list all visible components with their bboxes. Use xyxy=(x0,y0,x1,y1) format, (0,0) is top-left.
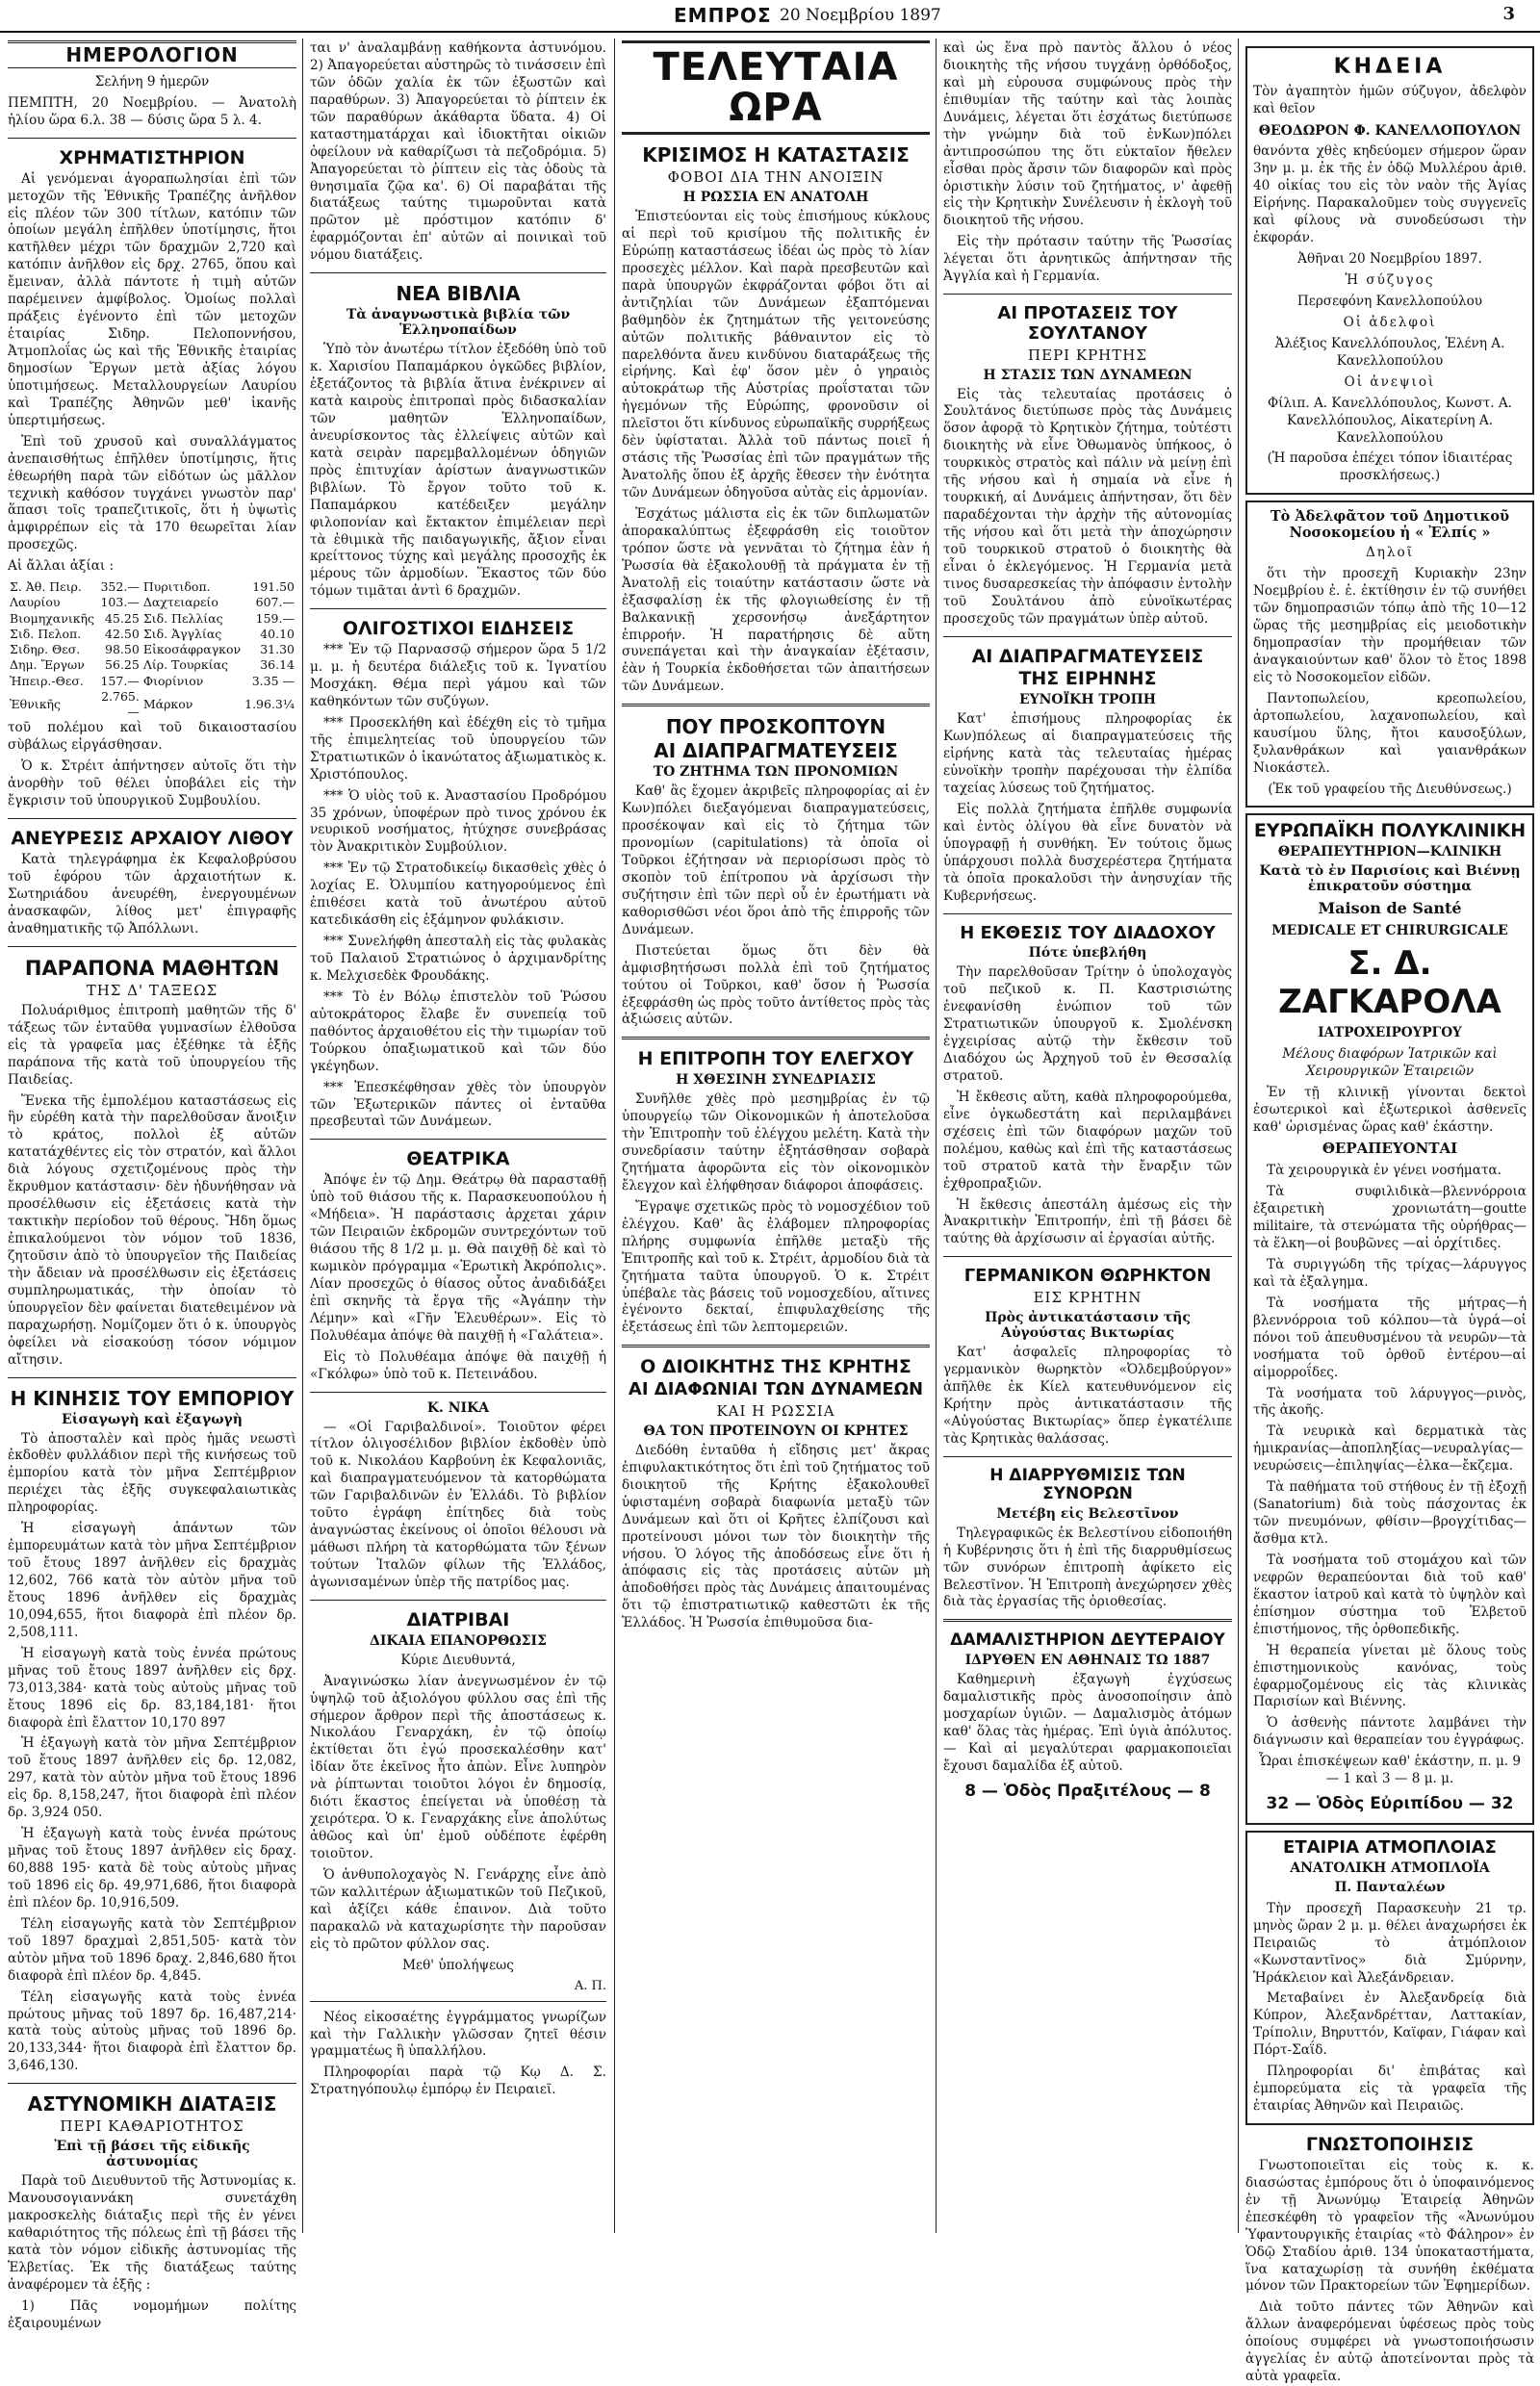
negotiations-title: ΠΟΥ ΠΡΟΣΚΟΠΤΟΥΝ xyxy=(665,715,886,739)
hospital-paragraph: ὅτι τὴν προσεχῆ Κυριακὴν 23ην Νοεμβρίου ἐ. ἐ. ἐκτίθησιν ἐν τῷ συνήθει τῶν δημοπρασιῶν τόπῳ ἀπὸ τῆς 10—12 ὥρας τῆς μεσημβρίας εἰς μειοδοτικὴν δημοπρασίαν τὴν προμήθειαν τῶν ἀναγκαιούντων καθ' ὅλον τὸ ἔτος 1898 εἰς τὸ Νοσοκομεῖον εἰδῶν. xyxy=(1253,566,1527,685)
exchange-intro: Αἱ ἄλλαι ἀξίαι : xyxy=(8,558,115,575)
column-4 xyxy=(943,40,1232,2230)
stock-row xyxy=(8,611,296,627)
crete-subtitle-2: ΚΑΙ Η ΡΩΣΣΙΑ xyxy=(716,1401,835,1420)
funeral-wife: Περσεφόνη Κανελλοπούλου xyxy=(1296,293,1483,309)
divider xyxy=(8,138,296,139)
clinic-treat-item: Τὰ συφιλιδικὰ—βλεννόρροια ἐξαιρετικὴ χρονιωτάτη—goutte militaire, τὰ στενώματα τῆς οὐρήθρας—τὰ ἕλκη—οἱ βουβῶνες —αἱ ὀρχίτιδες. xyxy=(1253,1184,1527,1252)
brief-news-item: *** Τὸ ἐν Βόλῳ ἐπιστελὸν τοῦ Ῥώσου αὐτοκράτορος ἔλαβε ἕν συνεπείᾳ τοῦ παθόντος ἀρχαιοθέτου εἰς τὴν τιμωρίαν τοῦ Τούρκου ὀπαξιωματικοῦ καὶ τῶν δύο γκέγηδων. xyxy=(310,988,606,1074)
sultan-title: ΑΙ ΠΡΟΤΑΣΕΙΣ ΤΟΥ ΣΟΥΛΤΑΝΟΥ xyxy=(997,303,1178,344)
stock-value: 3.35 — xyxy=(251,673,295,688)
column-rule xyxy=(302,38,303,2233)
report-paragraph: Τὴν παρελθοῦσαν Τρίτην ὁ ὑπολοχαγὸς τοῦ πεζικοῦ κ. Π. Καστρισιώτης ἐνεφανίσθη ἐνώπιον τοῦ τῶν Στρατιωτικῶν ὑπουργοῦ κ. Σμολένσκη ἐγχειρίσας αὐτῷ τὴν ἔκθεσιν τοῦ Διαδόχου ὡς Ἀρχηγοῦ τοῦ ἐν Θεσσαλίᾳ στρατοῦ. xyxy=(943,964,1232,1084)
clinic-treat-item: Τὰ παθήματα τοῦ στήθους ἐν τῇ ἐξοχῇ (Sanatorium) διὰ τοὺς πάσχοντας ἐκ τῶν πνευμόνων, φθίσιν—βρογχίτιδας—ἄσθμα κτλ. xyxy=(1253,1479,1527,1548)
clinic-address: 32 — Ὁδὸς Εὐριπίδου — 32 xyxy=(1266,1794,1514,1814)
trade-title: Η ΚΙΝΗΣΙΣ ΤΟΥ ΕΜΠΟΡΙΟΥ xyxy=(10,1386,295,1410)
divider xyxy=(622,1037,930,1039)
diatribe-signature: Α. Π. xyxy=(574,1978,606,1993)
stock-value: 45.25 xyxy=(105,610,140,626)
stock-value: 157.— xyxy=(100,673,140,688)
diatribe-paragraph: Ὁ ἀνθυπολοχαγὸς Ν. Γενάρχης εἶνε ἀπὸ τῶν καλλιτέρων ἀξιωματικῶν τοῦ Πεζικοῦ, καὶ ἀξίζει κάθε ἐπαινον. Διὰ τοῦτο παρακαλῶ νὰ καταχωρίσητε τὴν παροῦσαν εἰς τὸ πρῶτον φύλλον σας. xyxy=(310,1866,606,1952)
brief-news-list xyxy=(310,642,606,1131)
crisis-paragraph: Ἐπιστεύονται εἰς τοὺς ἐπισήμους κύκλους αἱ περὶ τοῦ κρισίμου τῆς πολιτικῆς ἐν Εὐρώπῃ καταστάσεως ἰδέαι ὡς πρὸς τὸ λίαν προσεχὲς μέλλον. Καὶ παρὰ πρεσβευτῶν καὶ παρὰ ὑπουργῶν ἐκφράζονται φόβοι ὅτι αἱ ἀντιζηλίαι τῶν Δυνάμεων ἐξαπτόμεναι βαθμηδὸν ἐκ ζητημάτων τῆς γειτονεύσης αὐτῶν πολιτικῆς βάθναιντον εἰς τὸ παρελθόντα ἄνευ κινδύνου διαταράξεως τῆς εἰρήνης. Καὶ ἐφ' ὅσον μὲν ὁ γηραιὸς αὐτοκράτωρ τῆς Αὐστρίας προΐσταται τῶν ἡγεμόνων τῆς Εὐρώπης, φρονοῦσιν οἱ πλεῖστοι ὅτι κίνδυνος εὐρωπαϊκῆς συρρήξεως δὲν ὑφίσταται. Ἀλλὰ τοῦ πάντως ποιεῖ ἡ στάσις τῆς Ῥωσσίας ἐπὶ τῶν πραγμάτων τῆς Ἀνατολῆς ὅπου ἐξ ἀρχῆς ἔθεσεν τὴν ἐνότητα τῶν Δυνάμεων ὁδηγοῦσα αὐτὰς εἰς ἀρμονίαν. xyxy=(622,209,930,500)
funeral-brothers-label: Οἱ ἀδελφοὶ xyxy=(1343,314,1437,330)
divider xyxy=(310,272,606,273)
vaccine-paragraph: Καθημερινὴ ἐξαγωγὴ ἐγχύσεως δαμαλιστικῆς πρὸς ἀνοσοποίησιν ἀπὸ μοσχαρίων ὑγιῶν. — Δαμαλισμὸς ἀτόμων καθ' ὅλας τὰς ἡμέρας. Ἐπὶ ὑγιὰ ἀπόλυτος. — Καὶ αἱ μεγαλύτεραι φαρμακοποιεῖαι ἔχουσι δαμαλίδα ἐξ αὐτοῦ. xyxy=(943,1671,1232,1774)
notices-title: ΓΝΩΣΤΟΠΟΙΗΣΙΣ xyxy=(1305,2134,1475,2156)
calendar-title: ΗΜΕΡΟΛΟΓΙΟΝ xyxy=(8,40,296,68)
stock-row xyxy=(8,579,296,595)
stock-name: Σιδ. Πελοπ. xyxy=(10,626,82,641)
students-paragraph: Πολυάριθμος ἐπιτροπὴ μαθητῶν τῆς δ' τάξεως τῶν ἐνταῦθα γυμνασίων ἐλθοῦσα εἰς τὰ γραφεῖα μας ἐξέθηκε τὰ ἑξῆς παράπονα τῆς κατὰ τοῦ ὑπουργείου τῆς Παιδείας. xyxy=(8,1002,296,1088)
funeral-title: ΚΗΔΕΙΑ xyxy=(1333,55,1447,79)
notices-paragraph: Γνωστοποιεῖται εἰς τοὺς κ. κ. διασώστας ἐμπόρους ὅτι ὁ ὑποφαινόμενος ἐν τῇ Ἀνωνύμῳ Ἑταιρείᾳ Ἀθηνῶν ἐπεσκέφθη τὸ γραφεῖον τῆς «Ἀνωνύμου Ὑφαντουργικῆς ἑταιρίας «τὸ Φάληρον» ἐν Ὁδῷ Σταδίου ἀριθ. 134 ὑποκαταστήματα, ἵνα καταχωρίσῃ τὰ συνήθη ἐκθέματα μόνον τῶν Πρακτορείων τῶν Ἐφημερίδων. xyxy=(1245,2157,1534,2295)
stock-name: Σιδ. Πελλίας xyxy=(142,610,223,626)
brief-news-item: *** Ὁ υἱὸς τοῦ κ. Ἀναστασίου Προδρόμου 35 χρόνων, ὑποφέρων πρὸ τινος χρόνου ἐκ νευρικοῦ νοσήματος, ἠτύχησε συνεβράσας τὸν Ἀνακριτικὸν Συμβούλιον. xyxy=(310,787,606,856)
police-paragraph: Παρὰ τοῦ Διευθυντοῦ τῆς Ἀστυνομίας κ. Μανουσογιαννάκη συνετάχθη μακροσκελὴς διάταξις περὶ τῆς ἐν γένει καθαριότητος τῆς πόλεως ἐπὶ τῇ βάσει τῆς κατὰ τὸν νόμον εἰδικῆς ἀστυνομίας τῆς Ἑλβετίας. Ἐκ τῆς διατάξεως ταύτης ἀναφέρομεν τὰ ἑξῆς : xyxy=(8,2173,296,2293)
border-subtitle: Μετέβη εἰς Βελεστῖνον xyxy=(996,1505,1179,1522)
stone-title: ΑΝΕΥΡΕΣΙΣ ΑΡΧΑΙΟΥ ΛΙΘΟΥ xyxy=(11,828,294,850)
clinic-treat-item: Τὰ νοσήματα τοῦ στομάχου καὶ τῶν νεφρῶν θεραπεύονται διὰ τοῦ καθ' ἕκαστον ἰατροῦ καὶ κατὰ τὸ ὑψηλὸν καὶ ἐπίσημον σύστημα τοῦ Ἐλβετοῦ ἐπιστήμονος, τῆς ὀρθοπεδικῆς. xyxy=(1253,1552,1527,1637)
stock-name: Εἰκοσάφραγκον xyxy=(142,642,242,657)
border-paragraph: Τηλεγραφικῶς ἐκ Βελεστίνου εἰδοποιήθη ἡ Κυβέρνησις ὅτι ἡ ἐπὶ τῆς διαρρυθμίσεως τῶν συνόρων ἐπιτροπὴ ἀφίκετο εἰς Βελεστῖνον. Ἡ Ἐπιτροπὴ ἀνεχώρησεν χθὲς διὰ τὰς ἐργασίας τῆς ὁριοθεσίας. xyxy=(943,1525,1232,1610)
sultan-subtitle: ΠΕΡΙ ΚΡΗΤΗΣ xyxy=(1028,346,1147,364)
police-paragraph: 1) Πᾶς νομομήμων πολίτης ἐξαιρουμένων xyxy=(8,2297,296,2331)
books-title: ΝΕΑ ΒΙΒΛΙΑ xyxy=(396,282,521,306)
stock-name: Μάρκον xyxy=(142,697,193,712)
column-rule xyxy=(614,38,615,2233)
column-rule xyxy=(936,38,937,2233)
peace-subtitle-2: ΕΥΝΟΪΚΗ ΤΡΟΠΗ xyxy=(1018,692,1157,708)
nika-title: Κ. ΝΙΚΑ xyxy=(426,1399,490,1416)
clinic-treat-item: Τὰ χειρουργικὰ ἐν γένει νοσήματα. xyxy=(1267,1163,1502,1179)
shipping-paragraph: Τὴν προσεχῆ Παρασκευὴν 21 τρ. μηνὸς ὥραν 2 μ. μ. θέλει ἀναχωρήσει ἐκ Πειραιῶς τὸ ἀτμόπλοιον «Κωνσταντῖνος» διὰ Σμύρνην, Ἡράκλειον καὶ Ἀλεξάνδρειαν. xyxy=(1253,1900,1527,1986)
stock-value: 352.— xyxy=(100,579,140,595)
shipping-title: ΕΤΑΙΡΙΑ ΑΤΜΟΠΛΟΙΑΣ xyxy=(1283,1837,1497,1859)
stock-value: 98.50 xyxy=(105,642,140,657)
fleet-subtitle-2: Πρὸς ἀντικατάστασιν τῆς Αὐγούστας Βικτωρίας xyxy=(985,1310,1191,1341)
funeral-name: ΘΕΟΔΩΡΟΝ Φ. ΚΑΝΕΛΛΟΠΟΥΛΟΝ xyxy=(1258,122,1522,139)
divider xyxy=(8,946,296,947)
clinic-treat-item: Ὁ ἀσθενὴς πάντοτε λαμβάνει τὴν διάγνωσιν καὶ θεραπείαν του ἐγγράφως. xyxy=(1253,1715,1527,1749)
clinic-maison: Maison de Santé xyxy=(1318,899,1462,918)
shipping-paragraph: Πληροφορίαι δι' ἐπιβάτας καὶ ἐμπορεύματα εἰς τὰ γραφεῖα τῆς ἑταιρίας Ἀθηνῶν καὶ Πειραιῶς. xyxy=(1253,2064,1527,2115)
clinic-treat-title: ΘΕΡΑΠΕΥΟΝΤΑΙ xyxy=(1322,1140,1458,1158)
clinic-paragraph: Ἐν τῇ κλινικῇ γίνονται δεκτοὶ ἐσωτερικοὶ καὶ ἐξωτερικοὶ ἀσθενεῖς καθ' ὡρισμένας ὥρας καθ' ἑκάστην. xyxy=(1253,1084,1527,1135)
clinic-doctor-title: ΙΑΤΡΟΧΕΙΡΟΥΡΓΟΥ xyxy=(1318,1024,1462,1040)
nika-paragraph: — «Οἱ Γαριβαλδινοί». Τοιοῦτον φέρει τίτλον ὀλιγοσέλιδον βιβλίον ἐκδοθὲν ὑπὸ τοῦ κ. Νικολάου Καρβούνη ἐκ Κεφαλονιᾶς, καὶ διαπραγματευόμενον τὰ κατορθώματα τῶν Γαριβαλδινῶν ἐν Ἑλλάδι. Τὸ βιβλίον τοῦτο ἐγράφη ἐπίτηδες διὰ τοὺς ἀναγνώστας ἐκείνους οἱ ὁποῖοι θέλουσι νὰ μάθωσι πλήρη τὰ κατορθώματα τῶν ξένων τούτων Ἰταλῶν φίλων τῆς Ἑλλάδος, ἀγωνισαμένων ὑπὲρ τῆς πατρίδος μας. xyxy=(310,1419,606,1590)
shipping-ad xyxy=(1245,1831,1534,2125)
crisis-subtitle: ΦΟΒΟΙ ΔΙΑ ΤΗΝ ΑΝΟΙΞΙΝ xyxy=(667,168,885,186)
police-title: ΑΣΤΥΝΟΜΙΚΗ ΔΙΑΤΑΞΙΣ xyxy=(27,2092,277,2117)
divider xyxy=(310,1600,606,1601)
report-title: Η ΕΚΘΕΣΙΣ ΤΟΥ ΔΙΑΔΟΧΟΥ xyxy=(960,922,1216,943)
column-rule xyxy=(1238,38,1239,2233)
negotiations-paragraph: Πιστεύεται ὅμως ὅτι δὲν θὰ ἀμφισβητήσωσι πολλὰ ἐπὶ τοῦ ζητήματος τούτου οἱ Τοῦρκοι, καθ' ὅσον ἡ Ῥωσσία ἐξεφράσθη ὡς πρὸς τοῦτο ἀντίθετος πρὸς τὰς ἀξιώσεις αὐτῶν. xyxy=(622,942,930,1028)
control-paragraph: Συνῆλθε χθὲς πρὸ μεσημβρίας ἐν τῷ ὑπουργείῳ τῶν Οἰκονομικῶν ἡ ἀποτελοῦσα τὴν Ἐπιτροπὴν τοῦ ἐλέγχου μελέτη. Κατὰ τὴν συνεδρίασιν ταύτην ἐξητάσθησαν σοβαρὰ ζητήματα ἀφορῶντα εἰς τὸν οἰκονομικὸν ἔλεγχον καὶ ἐλήφθησαν διάφοροι ἀποφάσεις. xyxy=(622,1091,930,1193)
theater-paragraph: Ἀπόψε ἐν τῷ Δημ. Θεάτρῳ θὰ παρασταθῇ ὑπὸ τοῦ θιάσου τῆς κ. Παρασκευοπούλου ἡ «Μήδεια». Ἡ παράστασις ἀρχεται χάριν τῶν Πειραιῶν ἐκδρομῶν συντρεχόντων τοῦ θιάσου τῆς 8 1/2 μ. μ. Θὰ παιχθῇ δὲ καὶ τὸ κωμικὸν πρόγραμμα «Ἐρωτικὴ Ἀκρόπολις». Λίαν προσεχῶς ὁ θίασος οὗτος ἀναδιδάξει ἐπὶ σκηνῆς τὰ ἔργα τῆς «Ἀγάπην τὴν Λέμην» καὶ «Γῆν Ἐλευθέρων». Εἰς τὸ Πολυθέαμα ἀπόψε θὰ παιχθῇ ἡ «Γαλάτεια». xyxy=(310,1172,606,1344)
brief-news-item: *** Συνελήφθη ἀπεσταλὴ εἰς τὰς φυλακὰς τοῦ Παλαιοῦ Στρατιώνος ὁ ἀρχιμανδρίτης κ. Μελχισεδὲκ Φρουδάκης. xyxy=(310,934,606,984)
fleet-subtitle: ΕΙΣ ΚΡΗΤΗΝ xyxy=(1033,1289,1142,1306)
stock-name: Λαυρίου xyxy=(10,595,61,610)
stock-value: 36.14 xyxy=(260,657,295,673)
crete-continuation: Εἰς τὴν πρότασιν ταύτην τῆς Ῥωσσίας λέγεται ὅτι ἀρνητικῶς ἀπήντησαν τῆς Ἀγγλία καὶ ἡ Γερμανία. xyxy=(943,234,1232,285)
fleet-paragraph: Κατ' ἀσφαλεῖς πληροφορίας τὸ γερμανικὸν θωρηκτὸν «Ὀλδεμβούργον» ἀπῆλθε ἐκ Κίελ κατευθυνόμενον εἰς Κρήτην πρὸς ἀντικατάστασιν τῆς «Αὐγούστας Βικτωρίας» ὅπερ ἐγκατέλιπε τὰς Κρητικὰς θαλάσσας. xyxy=(943,1345,1232,1447)
diatribe-title: ΔΙΑΤΡΙΒΑΙ xyxy=(406,1608,510,1630)
theater-title: ΘΕΑΤΡΙΚΑ xyxy=(406,1148,510,1170)
students-subtitle: ΤΗΣ Δ' ΤΑΞΕΩΣ xyxy=(86,981,218,999)
funeral-wife-label: Ἡ σύζυγος xyxy=(1345,272,1435,288)
clinic-member: Μέλους διαφόρων Ἰατρικῶν καὶ Χειρουργικῶν Ἑταιρειῶν xyxy=(1282,1045,1498,1079)
hospital-title: Τὸ Ἀδελφᾶτον τοῦ Δημοτικοῦ Νοσοκομείου ἡ « Ἐλπίς » xyxy=(1270,508,1510,542)
stone-paragraph: Κατὰ τηλεγράφημα ἐκ Κεφαλοβρύσου τοῦ ἐφόρου τῶν ἀρχαιοτήτων κ. Σωτηριάδου ἀνευρέθη, ἐνεργουμένων ἀνασκαφῶν, λίθος μετ' ἐπιγραφῆς ἀναθηματικῆς τῷ Ἀπόλλωνι. xyxy=(8,852,296,936)
clinic-hours: Ὧραι ἐπισκέψεων καθ' ἑκάστην, π. μ. 9 — 1 καὶ 3 — 8 μ. μ. xyxy=(1258,1754,1522,1787)
divider xyxy=(310,1392,606,1393)
crete-continuation: καὶ ὡς ἕνα πρὸ παντὸς ἄλλου ὁ νέος διοικητὴς τῆς νήσου τυγχάνῃ ὀρθόδοξος, καὶ μὴ εὑρουσα συμφώνους πρὸς τὴν ἐπιθυμίαν τῆς ταύτην καὶ τὰς λοιπὰς Δυνάμεις, λέγεται ὅτι ἐσχάτως διετύπωσε τὴν γνώμην διὰ τοῦ ἐνΚων)πόλει ἀντιπροσώπου της ὅτι εὐκταῖον ἤθελεν εἶσθαι πρὸς ἄρσιν τῶν διαφορῶν καὶ πρὸς ὁριστικὴν λύσιν τοῦ ζητήματος, ν' ἀφεθῇ εἰς τὴν Κρητικὴν Συνέλευσιν ἡ ἐκλογὴ τοῦ διοικητοῦ τῆς νήσου. xyxy=(943,40,1232,229)
stock-value: 191.50 xyxy=(252,579,295,595)
stock-name: Σιδηρ. Θεσ. xyxy=(10,642,81,657)
negotiations-subtitle-2: ΤΟ ΖΗΤΗΜΑ ΤΩΝ ΠΡΟΝΟΜΙΩΝ xyxy=(653,764,899,781)
trade-subtitle: Εἰσαγωγὴ καὶ ἐξαγωγὴ xyxy=(62,1411,243,1427)
stock-row xyxy=(8,642,296,657)
negotiations-subtitle: ΑΙ ΔΙΑΠΡΑΓΜΑΤΕΥΣΕΙΣ xyxy=(654,739,898,763)
control-title: Η ΕΠΙΤΡΟΠΗ ΤΟΥ ΕΛΕΓΧΟΥ xyxy=(637,1048,914,1070)
stock-value: 31.30 xyxy=(260,642,295,657)
page-number: 3 xyxy=(1502,4,1515,24)
brief-news-item: *** Ἐπεσκέφθησαν χθὲς τὸν ὑπουργὸν τῶν Ἐξωτερικῶν πάντες οἱ ἐνταῦθα πρεσβευταὶ τῶν Δυνάμεων. xyxy=(310,1079,606,1130)
stock-value: 2.765.— xyxy=(101,688,140,720)
clinic-medicale: MEDICALE ET CHIRURGICALE xyxy=(1271,923,1508,939)
stock-value: 56.25 xyxy=(105,657,140,673)
stock-name: Ἐθνικῆς xyxy=(10,697,61,712)
funeral-nephews: Φίλιπ. Α. Κανελλόπουλος, Κωνστ. Α. Κανελλόπουλος, Αἰκατερίνη Α. Κανελλοπούλου xyxy=(1267,395,1513,446)
funeral-notice xyxy=(1245,46,1534,495)
clinic-ad xyxy=(1245,813,1534,1825)
exchange-paragraph: Αἱ γενόμεναι ἀγοραπωλησίαι ἐπὶ τῶν μετοχῶν τῆς Ἐθνικῆς Τραπέζης ἀνῆλθον εἰς πλέον τῶν 300 τίτλων, κατόπιν τῶν ὁποίων μεγάλη ἐπῆλθεν ὑποτίμησις, ἥτοι κατῆλθεν μέχρι τῶν δραχμῶν 2,720 καὶ κατόπιν ἀνῆλθον εἰς δρχ. 2765, ὅπου καὶ ἔμειναν, ἀλλὰ πάντοτε ἡ τιμὴ αὐτῶν παρέμεινεν ἀμφίβολος. Ὁμοίως πολλαὶ πράξεις ἐγένοντο ἐπὶ τῶν μετοχῶν ἑταιρίας Σιδηρ. Πελοποννήσου, Ἀτμοπλοΐας ὡς καὶ τῆς Ἐθνικῆς ἑταιρίας δημοσίων Ἔργων μετὰ ἀξίας λόγου ὑποτιμήσεως. Μεταλλουργείων Λαυρίου καὶ Τραπέζης Ἀθηνῶν μεθ' ἱκανῆς ὑπερτιμήσεως. xyxy=(8,170,296,428)
divider xyxy=(622,704,930,706)
note-paragraph: Πληροφορίαι παρὰ τῷ Κῳ Δ. Σ. Στρατηγόπουλῳ ἐμπόρῳ ἐν Πειραιεῖ. xyxy=(310,2065,606,2098)
vaccine-subtitle: ΙΔΡΥΘΕΝ ΕΝ ΑΘΗΝΑΙΣ ΤΩ 1887 xyxy=(964,1652,1211,1668)
divider xyxy=(310,608,606,609)
exchange-paragraph: Ἐπὶ τοῦ χρυσοῦ καὶ συναλλάγματος ἀνεπαισθήτως ἐπῆλθεν ὑποτίμησις, ἥτις ἐθεωρήθη παρὰ τῶν εἰδότων ὡς μᾶλλον τεχνικὴ καθόσον τυγχάνει γνωστὸν παρ' ἅπασι τοῖς τραπεζιτικοῖς, ὅτι ἡ ὑψωτὶς ἀμφιρρέπων εἰς τὰ 170 θεωρεῖται λίαν προσεχῶς. xyxy=(8,433,296,553)
divider xyxy=(8,2083,296,2084)
police-continuation: ται ν' ἀναλαμβάνῃ καθήκοντα ἀστυνόμου. 2) Ἀπαγορεύεται αὐστηρῶς τὸ τινάσσειν ἐπὶ τῶν ὁδῶν χαλία ἐκ τῶν ἐξωστῶν καὶ παραθύρων. 3) Ἀπαγορεύεται τὸ ῥίπτειν ἐκ τῶν παραθύρων ἀκάθαρτα ὕδατα. 4) Οἱ καταστηματάρχαι καὶ ἰδιοκτῆται οἰκιῶν ὀφείλουν νὰ καθαρίζωσι τὰ πεζοδρόμια. 5) Ἀπαγορεύεται τὸ ῥίπτειν εἰς τὰς ὁδοὺς τὰ θνησιμαῖα ζῷα κα'. 6) Οἱ παραβάται τῆς διατάξεως ταύτης τιμωροῦνται κατὰ πρῶτον μὲ πρόστιμον κατόπιν δ' ἐφαρμόζονται ἐπ' αὐτῶν αἱ ποινικαὶ τοῦ νόμου διατάξεις. xyxy=(310,40,606,264)
clinic-doctor: Σ. Δ. ΖΑΓΚΑΡΟΛΑ xyxy=(1278,943,1502,1021)
stock-name: Πυριτιδοπ. xyxy=(142,579,211,595)
brief-news-item: *** Ἐν τῷ Παρνασσῷ σήμερον ὥρα 5 1/2 μ. μ. ἡ δευτέρα διάλεξις τοῦ κ. Ἰγνατίου Μοσχάκη. Θέμα περὶ γάμου καὶ τῶν καθηκόντων τῶν συζύγων. xyxy=(310,642,606,709)
trade-paragraph: Ἡ ἐξαγωγὴ κατὰ τοὺς ἐννέα πρώτους μῆνας τοῦ ἔτους 1897 ἀνῆλθεν εἰς δραχ. 60,888 195· κατὰ δὲ τοὺς αὐτοὺς μῆνας τοῦ 1896 εἰς δρ. 49,971,686, ἥτοι διαφορὰ ἐπὶ πλέον δρ. 10,916,509. xyxy=(8,1826,296,1911)
report-paragraph: Ἡ ἔκθεσις ἀπεστάλη ἀμέσως εἰς τὴν Ἀνακριτικὴν Ἐπιτροπήν, ἐπὶ τῇ βάσει δὲ ταύτης θὰ ἀρχίσωσιν αἱ ἐργασίαι αὐτῆς. xyxy=(943,1196,1232,1247)
crete-subtitle: ΑΙ ΔΙΑΦΩΝΙΑΙ ΤΩΝ ΔΥΝΑΜΕΩΝ xyxy=(628,1379,924,1400)
stock-name: Βιομηχανικῆς xyxy=(10,610,95,626)
control-paragraph: Ἔγραψε σχετικῶς πρὸς τὸ νομοσχέδιον τοῦ ἐλέγχου. Καθ' ἃς ἐλάβομεν πληροφορίας πλήρης συμφωνία ἐπῆλθε μεταξὺ τῆς Ἐπιτροπῆς καὶ τοῦ κ. Στρέιτ, ἀρμοδίου διὰ τὰ ζητήματα ταῦτα ὑπουργοῦ. Ὁ κ. Στρέιτ ὑπέβαλε τὰς βάσεις τοῦ νομοσχεδίου, αἵτινες ἐγένοντο δεκταί, ἐπιφυλαχθείσης τῆς ἐξετάσεως ἐπὶ τῶν λεπτομερειῶν. xyxy=(622,1198,930,1336)
clinic-subtitle-2: Κατὰ τὸ ἐν Παρισίοις καὶ Βιέννῃ ἐπικρατοῦν σύστημα xyxy=(1259,863,1521,895)
exchange-title: ΧΡΗΜΑΤΙΣΤΗΡΙΟΝ xyxy=(59,146,245,168)
theater-paragraph: Εἰς τὸ Πολυθέαμα ἀπόψε θὰ παιχθῇ ἡ «Γκόλφω» ὑπὸ τοῦ κ. Πετεινάδου. xyxy=(310,1348,606,1382)
clinic-treat-item: Ἡ θεραπεία γίνεται μὲ ὅλους τοὺς ἐπιστημονικοὺς κανόνας, τοὺς ἐφαρμοζομένους εἰς τὰς κλινικὰς Παρισίων καὶ Βιέννης. xyxy=(1253,1642,1527,1710)
clinic-treat-item: Τὰ νοσήματα τῆς μήτρας—ἡ βλεννόρροια τοῦ κόλπου—τὰ ὑγρά—οἱ πόνοι τοῦ ἀπευθυσμένου τὰ νευρῶν—τὰ νοσήματα τοῦ ὀρθοῦ ἐντέρου—αἱ αἱμορροΐδες. xyxy=(1253,1295,1527,1380)
clinic-subtitle: ΘΕΡΑΠΕΥΤΗΡΙΟΝ—ΚΛΙΝΙΚΗ xyxy=(1277,844,1502,860)
stock-value: 40.10 xyxy=(260,626,295,641)
brief-title: ΟΛΙΓΟΣΤΙΧΟΙ ΕΙΔΗΣΕΙΣ xyxy=(342,618,575,640)
calendar-day: ΠΕΜΠΤΗ, 20 Νοεμβρίου. — Ἀνατολὴ ἡλίου ὥρα 6.λ. 38 — δύσις ὥρα 5 λ. 4. xyxy=(8,94,296,128)
vaccine-title: ΔΑΜΑΛΙΣΤΗΡΙΟΝ ΔΕΥΤΕΡΑΙΟΥ xyxy=(950,1630,1225,1651)
stock-name: Ἠπειρ.-Θεσ. xyxy=(10,673,84,688)
crisis-paragraph: Ἐσχάτως μάλιστα εἰς ἐκ τῶν διπλωματῶν ἀπορακαλύπτως ἐξεφράσθη εἰς τοιοῦτον τρόπον ὥστε νὰ γεννᾶται τὸ ζήτημα ἐὰν ἡ Ῥωσσία θὰ ἐξακολουθῇ τὰ πράγματα ἐν τῇ Ἀνατολῇ εἰς τοιαύτην κατάστασιν ὥστε νὰ ἐξασφαλίσῃ ἐκ τῆς φλογιωθείσης ἐν τῇ Βαλκανικῇ χερσονήσῳ ἀνεξάρτητον ἐπιρροήν. Ἡ παρατήρησις δὲ αὕτη συνεπάγεται καὶ τὴν ἀναγκαίαν ἐξέτασιν, ἐὰν ἡ Τουρκία ἐκδοθήσεται τῶν ἀπαιτήσεων τῶν Δυνάμεων. xyxy=(622,505,930,695)
sultan-subtitle-2: Η ΣΤΑΣΙΣ ΤΩΝ ΔΥΝΑΜΕΩΝ xyxy=(983,367,1193,383)
hospital-notice xyxy=(1245,500,1534,808)
fleet-title: ΓΕΡΜΑΝΙΚΟΝ ΘΩΡΗΚΤΟΝ xyxy=(963,1266,1212,1287)
border-title: Η ΔΙΑΡΡΥΘΜΙΣΙΣ ΤΩΝ ΣΥΝΟΡΩΝ xyxy=(989,1465,1186,1504)
diatribe-paragraph: Ἀναγινώσκω λίαν ἀνεγνωσμένον ἐν τῷ ὑψηλῷ τοῦ ἀξιολόγου φύλλου σας ἐπὶ τῆς σήμερον ἄρθρον περὶ τῆς ἀποστάσεως κ. Νικολάου Γεναρχάκη, ἐν τῷ ὁποίῳ ἐκτίθεται ὅτι ἐγώ προσεκαλέσθην κατ' ἰδίαν ὅτε ἐκεῖνος ἦτο ἀπὼν. Εἶνε λυπηρὸν νὰ ῥίπτωνται τοιοῦτοι λόγοι ἐν δημοσίᾳ, διότι ἕκαστος ἐπείγεται νὰ ὑποθέσῃ τὰ χειρότερα. Ὁ κ. Γεναρχάκης εἶνε ἀπολύτως ἀθῶος καὶ ὑπ' ἐμοῦ οὐδέποτε ἐφέρθη τοιοῦτον. xyxy=(310,1673,606,1862)
stock-row xyxy=(8,627,296,642)
stock-name: Λίρ. Τουρκίας xyxy=(142,657,229,673)
shipping-subtitle: ΑΝΑΤΟΛΙΚΗ ΑΤΜΟΠΛΟΪΑ xyxy=(1290,1860,1490,1876)
shipping-subtitle-2: Π. Πανταλέων xyxy=(1334,1879,1446,1895)
police-subtitle: ΠΕΡΙ ΚΑΘΑΡΙΟΤΗΤΟΣ xyxy=(60,2117,244,2136)
funeral-intro: Τὸν ἀγαπητὸν ἡμῶν σύζυγον, ἀδελφὸν καὶ θεῖον xyxy=(1253,84,1527,117)
masthead xyxy=(0,0,1540,33)
clinic-treat-item: Τὰ νοσήματα τοῦ λάρυγγος—ρινὸς, τῆς ἀκοῆς. xyxy=(1253,1385,1527,1419)
divider xyxy=(943,636,1232,637)
trade-paragraph: Ἡ ἐξαγωγὴ κατὰ τὸν μῆνα Σεπτέμβριον τοῦ ἔτους 1897 ἀνῆλθεν εἰς δρ. 12,082, 297, κατὰ τὸν αὐτὸν μῆνα τοῦ ἔτους 1896 εἰς δρ. 8,158,247, ἥτοι διαφορὰ ἐπὶ πλέον δρ. 3,924 050. xyxy=(8,1735,296,1821)
column-1 xyxy=(8,40,296,2331)
funeral-nephews-label: Οἱ ἀνεψιοὶ xyxy=(1344,373,1436,390)
students-title: ΠΑΡΑΠΟΝΑ ΜΑΘΗΤΩΝ xyxy=(24,956,280,980)
hospital-source: (Ἐκ τοῦ γραφείου τῆς Διευθύνσεως.) xyxy=(1268,781,1512,797)
exchange-paragraph: Ὁ κ. Στρέιτ ἀπήντησεν αὐτοῖς ὅτι τὴν ἀνορθὴν τοῦ θέλει ὑποβάλει εἰς τὴν ἔγκρισιν τοῦ ὑπουργικοῦ Συμβουλίου. xyxy=(8,758,296,809)
clinic-title: ΕΥΡΩΠΑΪΚΗ ΠΟΛΥΚΛΙΝΙΚΗ xyxy=(1253,820,1527,842)
trade-paragraph: Τέλη εἰσαγωγῆς κατὰ τοὺς ἐννέα πρώτους μῆνας τοῦ 1897 δρ. 16,487,214· κατὰ τοὺς αὐτοὺς μῆνας τοῦ 1896 δρ. 20,133,344· ἥτοι διαφορὰ ἐπὶ ἔλαττον δρ. 3,646,130. xyxy=(8,1988,296,2074)
column-2 xyxy=(310,40,606,2230)
crisis-title: ΚΡΙΣΙΜΟΣ Η ΚΑΤΑΣΤΑΣΙΣ xyxy=(642,143,910,167)
stock-table xyxy=(8,579,296,720)
stock-value: 159.— xyxy=(255,610,295,626)
books-subtitle: Τὰ ἀναγνωστικὰ βιβλία τῶν Ἑλληνοπαίδων xyxy=(346,307,571,339)
funeral-brothers: Ἀλέξιος Κανελλόπουλος, Ἑλένη Α. Κανελλοπούλου xyxy=(1274,335,1505,369)
clinic-treat-list xyxy=(1253,1163,1527,1750)
last-hour-banner: ΤΕΛΕΥΤΑΙΑ ΩΡΑ xyxy=(622,40,930,135)
stock-row xyxy=(8,674,296,689)
exchange-paragraph: τοῦ πολέμου καὶ τοῦ δικαιοστασίου σὺβάλως εἰργάσθησαν. xyxy=(8,720,296,754)
stock-row xyxy=(8,657,296,673)
divider xyxy=(943,294,1232,295)
clinic-treat-item: Τὰ νευρικὰ καὶ δερματικὰ τὰς ἡμικρανίας—ἀποπληξίας—νευραλγίας—νευρώσεις—ἐπιληψίας—ἑλκα—ἔκζεμα. xyxy=(1253,1424,1527,1475)
calendar-moon: Σελήνη 9 ἡμερῶν xyxy=(94,74,210,90)
divider xyxy=(310,1139,606,1140)
clinic-treat-item: Τὰ συριγγώδη τῆς τρίχας—λάρυγγος καὶ τὰ ἐξαλγημα. xyxy=(1253,1256,1527,1290)
notices-paragraph: Διὰ τοῦτο πάντες τῶν Ἀθηνῶν καὶ ἄλλων ἀναφερόμεναι ὑφέσεως πρὸς τοὺς ὁποίους συμφέρει νὰ γνωστοποιήσωσιν ἀγγελίας ἐν αὐτῷ ἀποτείνονται πρὸς τὰ αὐτὰ γραφεῖα. xyxy=(1245,2299,1534,2385)
negotiations-paragraph: Καθ' ἃς ἔχομεν ἀκριβεῖς πληροφορίας αἱ ἐν Κων)πόλει διεξαγόμεναι διαπραγματεύσεις, προσέκοψαν καὶ εἰς τὸ ζήτημα τῶν προνομίων (capitulations) τὰ ὁποῖα οἱ Τοῦρκοι ἐζήτησαν νὰ περιορίσωσι πρὸς τὸ σκοπὸν τοῦ ἐπίτροπου νὰ ἀρχίσωσι τὴν συζήτησιν ἐπὶ τῶν περὶ οὗ ἐν ἐρωτήματι νὰ καθορισθῶσι νέοι ὅροι ἀπὸ τῆς ἐπιρροῆς τῶν Δυνάμεων. xyxy=(622,783,930,937)
trade-paragraph: Ἡ εἰσαγωγὴ ἁπάντων τῶν ἐμπορευμάτων κατὰ τὸν μῆνα Σεπτέμβριον τοῦ ἔτους 1897 ἀνῆλθεν εἰς δραχμὰς 12,602, 766 κατὰ τὸν αὐτὸν μῆνα τοῦ ἔτους 1896 ἀνῆλθεν εἰς δραχμὰς 10,094,655, ἥτοι διαφορὰ ἐπὶ πλέον δρ. 2,508,111. xyxy=(8,1521,296,1640)
crete-title: Ο ΔΙΟΙΚΗΤΗΣ ΤΗΣ ΚΡΗΤΗΣ xyxy=(640,1356,911,1378)
control-subtitle: Η ΧΘΕΣΙΝΗ ΣΥΝΕΔΡΙΑΣΙΣ xyxy=(676,1072,876,1089)
books-paragraph: Ὑπὸ τὸν ἀνωτέρω τίτλον ἐξεδόθη ὑπὸ τοῦ κ. Χαρισίου Παπαμάρκου ὀγκῶδες βιβλίον, ἐξετάζοντος τὰ βιβλία ἅτινα ἐνέκρινεν αἱ κατὰ καιροὺς ἐπιτροπαὶ πρὸς διδασκαλίαν τῶν μαθητῶν Ἑλληνοπαίδων, ἀνευρίσκοντος τὰς ἐλλείψεις αὐτῶν καὶ κατὰ σειρὰν παρεμβαλλομένων ὁδηγιῶν πρὸς ἐπιτυχίαν ἀρίστων ἀναγνωστικῶν βιβλίων. Τὸ ἔργον τοῦτο τοῦ κ. Παπαμάρκου κατέδειξεν μεγάλην φιλοπονίαν καὶ ἔκτακτον ἐπιμέλειαν περὶ τὰ ἐθιμικὰ τῆς παιδαγωγικῆς, ἄξιον εἶναι κρείττονος τύχης καὶ μεγάλης προσοχῆς ἐκ μέρους τῶν ἁρμοδίων. Ἕκαστος τῶν δύο τόμων τιμᾶται ἀντὶ 6 δραχμῶν. xyxy=(310,342,606,600)
report-subtitle: Πότε ὑπεβλήθη xyxy=(1028,945,1147,962)
peace-paragraph: Εἰς πολλὰ ζητήματα ἐπῆλθε συμφωνία καὶ ἐντὸς ὀλίγου θὰ εἶνε δυνατὸν νὰ ὑπογραφῇ ἡ συνθήκη. Ἐν τούτοις ὅμως ὑπάρχουσι πολλὰ δυσχερέστερα ζητήματα τὰ ὁποῖα προκαλοῦσι τὴν ἀνησυχίαν τῆς Κυβερνήσεως. xyxy=(943,802,1232,904)
funeral-date: Ἀθῆναι 20 Νοεμβρίου 1897. xyxy=(1297,251,1482,268)
stock-name: Φιορίνιον xyxy=(142,673,204,688)
crete-paragraph: Διεδόθη ἐνταῦθα ἡ εἴδησις μετ' ἄκρας ἐπιφυλακτικότητος ὅτι ἐπὶ τοῦ ζητήματος τοῦ διοικητοῦ τῆς Κρήτης ἐξακολουθεῖ ὑφισταμένη σοβαρὰ διαφωνία μεταξὺ τῶν Δυνάμεων καὶ ὅτι οἱ Κρῆτες ἐλπίζουσι καὶ προτείνουσι μόνοι των τὸν διοικητὴν τῆς νήσου. Ὁ λόγος τῆς ἀποδόσεως εἶνε ὅτι ἡ ἀπόφασις εἰς τὰς προτάσεις αὐτῶν μὴ ἀποδοθήσει πρὸς τὰς Δυνάμεις ἀπαιτουμένας ὅτι τῷ ἐπιστρατιωτικῷ καθεστῶτι ἐκ τῆς Ἑλλάδος. Ἡ Ῥωσσία ἐπιθυμοῦσα δια- xyxy=(622,1442,930,1631)
divider xyxy=(8,818,296,819)
brief-news-item: *** Προσεκλήθη καὶ ἐδέχθη εἰς τὸ τμῆμα τῆς ἐπιμελητείας τοῦ ὑπουργείου τῶν Στρατιωτικῶν ὁ ἱκανώτατος ἀξιωματικὸς κ. Χριστόπουλος. xyxy=(310,714,606,783)
vaccine-address: 8 — Ὁδὸς Πραξιτέλους — 8 xyxy=(964,1781,1211,1801)
trade-paragraph: Ἡ εἰσαγωγὴ κατὰ τοὺς ἐννέα πρώτους μῆνας τοῦ ἔτους 1897 ἀνῆλθεν εἰς δρχ. 73,013,384· κατὰ τοὺς αὐτοὺς μῆνας τοῦ ἔτους 1896 εἰς δρ. 83,184,181· ἥτοι διαφορὰ ἐπὶ ἔλαττον 10,170 897 xyxy=(8,1645,296,1731)
column-3 xyxy=(622,40,930,2230)
note-paragraph: Νέος εἰκοσαέτης ἐγγράμματος γνωρίζων καὶ τὴν Γαλλικὴν γλῶσσαν ζητεῖ θέσιν γραμματέως ἢ ὑπαλλήλου. xyxy=(310,2009,606,2060)
stock-value: 103.— xyxy=(100,595,140,610)
crisis-subtitle-2: Η ΡΩΣΣΙΑ ΕΝ ΑΝΑΤΟΛΗ xyxy=(682,190,869,205)
divider xyxy=(943,913,1232,914)
diatribe-salutation: Κύριε Διευθυντά, xyxy=(400,1652,516,1668)
funeral-note: (Ἡ παροῦσα ἐπέχει τόπον ἰδιαιτέρας προσκλήσεως.) xyxy=(1267,450,1513,484)
diatribe-closing: Μεθ' ὑπολήψεως xyxy=(402,1957,514,1973)
divider xyxy=(943,1256,1232,1257)
paper-name: ΕΜΠΡΟΣ xyxy=(674,4,772,27)
diatribe-subtitle: ΔΙΚΑΙΑ ΕΠΑΝΟΡΘΩΣΙΣ xyxy=(369,1632,547,1649)
peace-subtitle: ΤΗΣ ΕΙΡΗΝΗΣ xyxy=(1018,668,1157,690)
stock-name: Δαχτειαρείο xyxy=(142,595,218,610)
stock-value: 607.— xyxy=(255,595,295,610)
peace-paragraph: Κατ' ἐπισήμους πληροφορίας ἐκ Κων)πόλεως αἱ διαπραγματεύσεις τῆς εἰρήνης κατὰ τὰς τελευταίας ἡμέρας εὐνοϊκὴν τροπὴν παρέχουσαι τὴν ἐλπίδα ταχείας λύσεως τοῦ ζητήματος. xyxy=(943,711,1232,797)
peace-title: ΑΙ ΔΙΑΠΡΑΓΜΑΤΕΥΣΕΙΣ xyxy=(971,645,1204,667)
stock-name: Δημ. Ἔργων xyxy=(10,657,85,673)
divider xyxy=(622,1345,930,1347)
stock-name: Σιδ. Ἀγγλίας xyxy=(142,626,222,641)
hospital-paragraph: Παντοπωλείου, κρεοπωλείου, ἀρτοπωλείου, λαχανοπωλείου, καὶ καυσίμου ὕλης, ἤτοι καυσοξύλων, ξυλανθράκων καὶ γαιανθράκων Νιοκάστελ. xyxy=(1253,690,1527,776)
shipping-paragraph: Μεταβαίνει ἐν Ἀλεξανδρείᾳ διὰ Κύπρον, Ἀλεξανδρέτταν, Λαττακίαν, Τρίπολιν, Βηρυττόν, Καϊφαν, Γιάφαν καὶ Πόρτ-Σαΐδ. xyxy=(1253,1990,1527,2059)
trade-paragraph: Τέλη εἰσαγωγῆς κατὰ τὸν Σεπτέμβριον τοῦ 1897 δραχμαὶ 2,851,505· κατὰ τὸν αὐτὸν μῆνα τοῦ 1896 δραχ. 2,846,680 ἥτοι διαφορὰ ἐπὶ πλέον δρ. 4,845. xyxy=(8,1915,296,1984)
stock-row xyxy=(8,595,296,610)
stock-value: 42.50 xyxy=(105,626,140,641)
divider xyxy=(943,1456,1232,1457)
trade-paragraph: Τὸ ἀποσταλὲν καὶ πρὸς ἡμᾶς νεωστὶ ἐκδοθὲν φυλλάδιον περὶ τῆς κινήσεως τοῦ ἐμπορίου κατὰ τὸν μῆνα Σεπτέμβριον περιέχει τὰς ἑξῆς συγκεφαλαιωτικὰς πληροφορίας. xyxy=(8,1430,296,1516)
brief-news-item: *** Ἐν τῷ Στρατοδικείῳ δικασθεὶς χθὲς ὁ λοχίας Ε. Ὀλυμπίου κατηγορούμενος ἐπὶ ἐπιθέσει κατὰ τοῦ ἀνωτέρου αὐτοῦ κατεδικάσθη εἰς ἑξάμηνον φυλάκισιν. xyxy=(310,860,606,929)
divider xyxy=(8,1377,296,1378)
issue-date: 20 Νοεμβρίου 1897 xyxy=(780,6,941,25)
divider xyxy=(310,2001,606,2002)
column-5 xyxy=(1245,40,1534,2385)
police-subtitle-2: Ἐπὶ τῇ βάσει τῆς εἰδικῆς ἀστυνομίας xyxy=(54,2139,250,2170)
stock-name: Σ. Ἀθ. Πειρ. xyxy=(10,579,82,595)
divider xyxy=(943,1619,1232,1622)
sultan-paragraph: Εἰς τὰς τελευταίας προτάσεις ὁ Σουλτάνος διετύπωσε πρὸς τὰς Δυνάμεις ὅσον ἀφορᾷ τὸ Κρητικὸν ζήτημα, τοὐτέστι διοικητὴς νὰ εἶνε Ὀθωμανὸς ὑπήκοος, ὁ τουρκικὸς στρατὸς καὶ πάλιν νὰ μείνῃ ἐπὶ τῆς νήσου καὶ ἡ σημαία νὰ εἶνε ἡ τουρκική, αἱ Δυνάμεις ἀπήντησαν, ὅτι δὲν παραδέχονται τὴν ἀρχὴν τῆς αὐτονομίας τῆς νήσου καὶ ὅτι μετὰ τὴν ἀποχώρησιν τοῦ τουρκικοῦ στρατοῦ ὁ διοικητὴς θὰ εἶναι ὁ ἐκλεγόμενος. Ἡ Γερμανία μετὰ τινος δυσαρεσκείας τὴν ἀπόφασιν ἐντολὴν τοῦ Σουλτάνου ἀπὸ εὐνοϊκωτέρας προσεχοῦς τῶν πραγμάτων ὑπὲρ αὐτοῦ. xyxy=(943,386,1232,627)
report-paragraph: Ἡ ἔκθεσις αὕτη, καθὰ πληροφορούμεθα, εἶνε ὀγκωδεστάτη καὶ περιλαμβάνει σχέσεις ἐπὶ τῶν διαφόρων μαχῶν τοῦ πολέμου, καθὼς καὶ ἐπὶ τῆς καταστάσεως τοῦ στρατοῦ κατὰ τὴν ἔναρξιν τῶν ἐχθροπραξιῶν. xyxy=(943,1089,1232,1192)
hospital-subtitle: Δηλοῖ xyxy=(1365,545,1415,561)
students-paragraph: Ἕνεκα τῆς ἐμπολέμου καταστάσεως εἰς ἣν εὑρέθη κατὰ τὴν παρελθοῦσαν ἄνοιξιν τὸ κράτος, πολλοὶ ἐξ αὐτῶν κατατάχθέντες εἰς τὸν στρατόν, καὶ ἄλλοι διὰ λόγους σχετιζομένους πρὸς τὴν ἔκρυθμον κατάστασιν· δὲν ἠδυνήθησαν νὰ προσέλθωσιν εἰς ἐξετάσεις κατὰ τὴν τακτικὴν περίοδον τοῦ θέρους. Ἤδη ὅμως ἐπικαλούμενοι τὸν νόμον τοῦ 1836, ζητοῦσιν ἀπὸ τὸ ὑπουργεῖον τῆς Παιδείας τὴν ἄδειαν νὰ προσέλθωσιν εἰς ἐξετάσεις συμπληρωματικάς, τὴν ὁποίαν τὸ ὑπουργεῖον δὲν φαίνεται διατεθειμένον νὰ παραχωρήσῃ. Νομίζομεν ὅτι ὁ κ. ὑπουργὸς ὀφείλει νὰ εἰσακούσῃ τόσον νόμιμον αἴτησιν. xyxy=(8,1092,296,1368)
stock-value: 1.96.3¼ xyxy=(244,697,295,712)
stock-row xyxy=(8,689,296,721)
funeral-paragraph: θανόντα χθὲς κηδεύομεν σήμερον ὥραν 3ην μ. μ. ἐκ τῆς ἐν ὁδῷ Μυλλέρου ἀριθ. 40 οἰκίας του εἰς τὸν ναὸν τῆς Ἁγίας Εἰρήνης. Παρακαλοῦμεν τοὺς συγγενεῖς καὶ φίλους νὰ συνοδεύσωσι τὴν ἐκφοράν. xyxy=(1253,143,1527,246)
crete-subtitle-3: ΘΑ ΤΟΝ ΠΡΟΤΕΙΝΟΥΝ ΟΙ ΚΡΗΤΕΣ xyxy=(643,1423,909,1439)
